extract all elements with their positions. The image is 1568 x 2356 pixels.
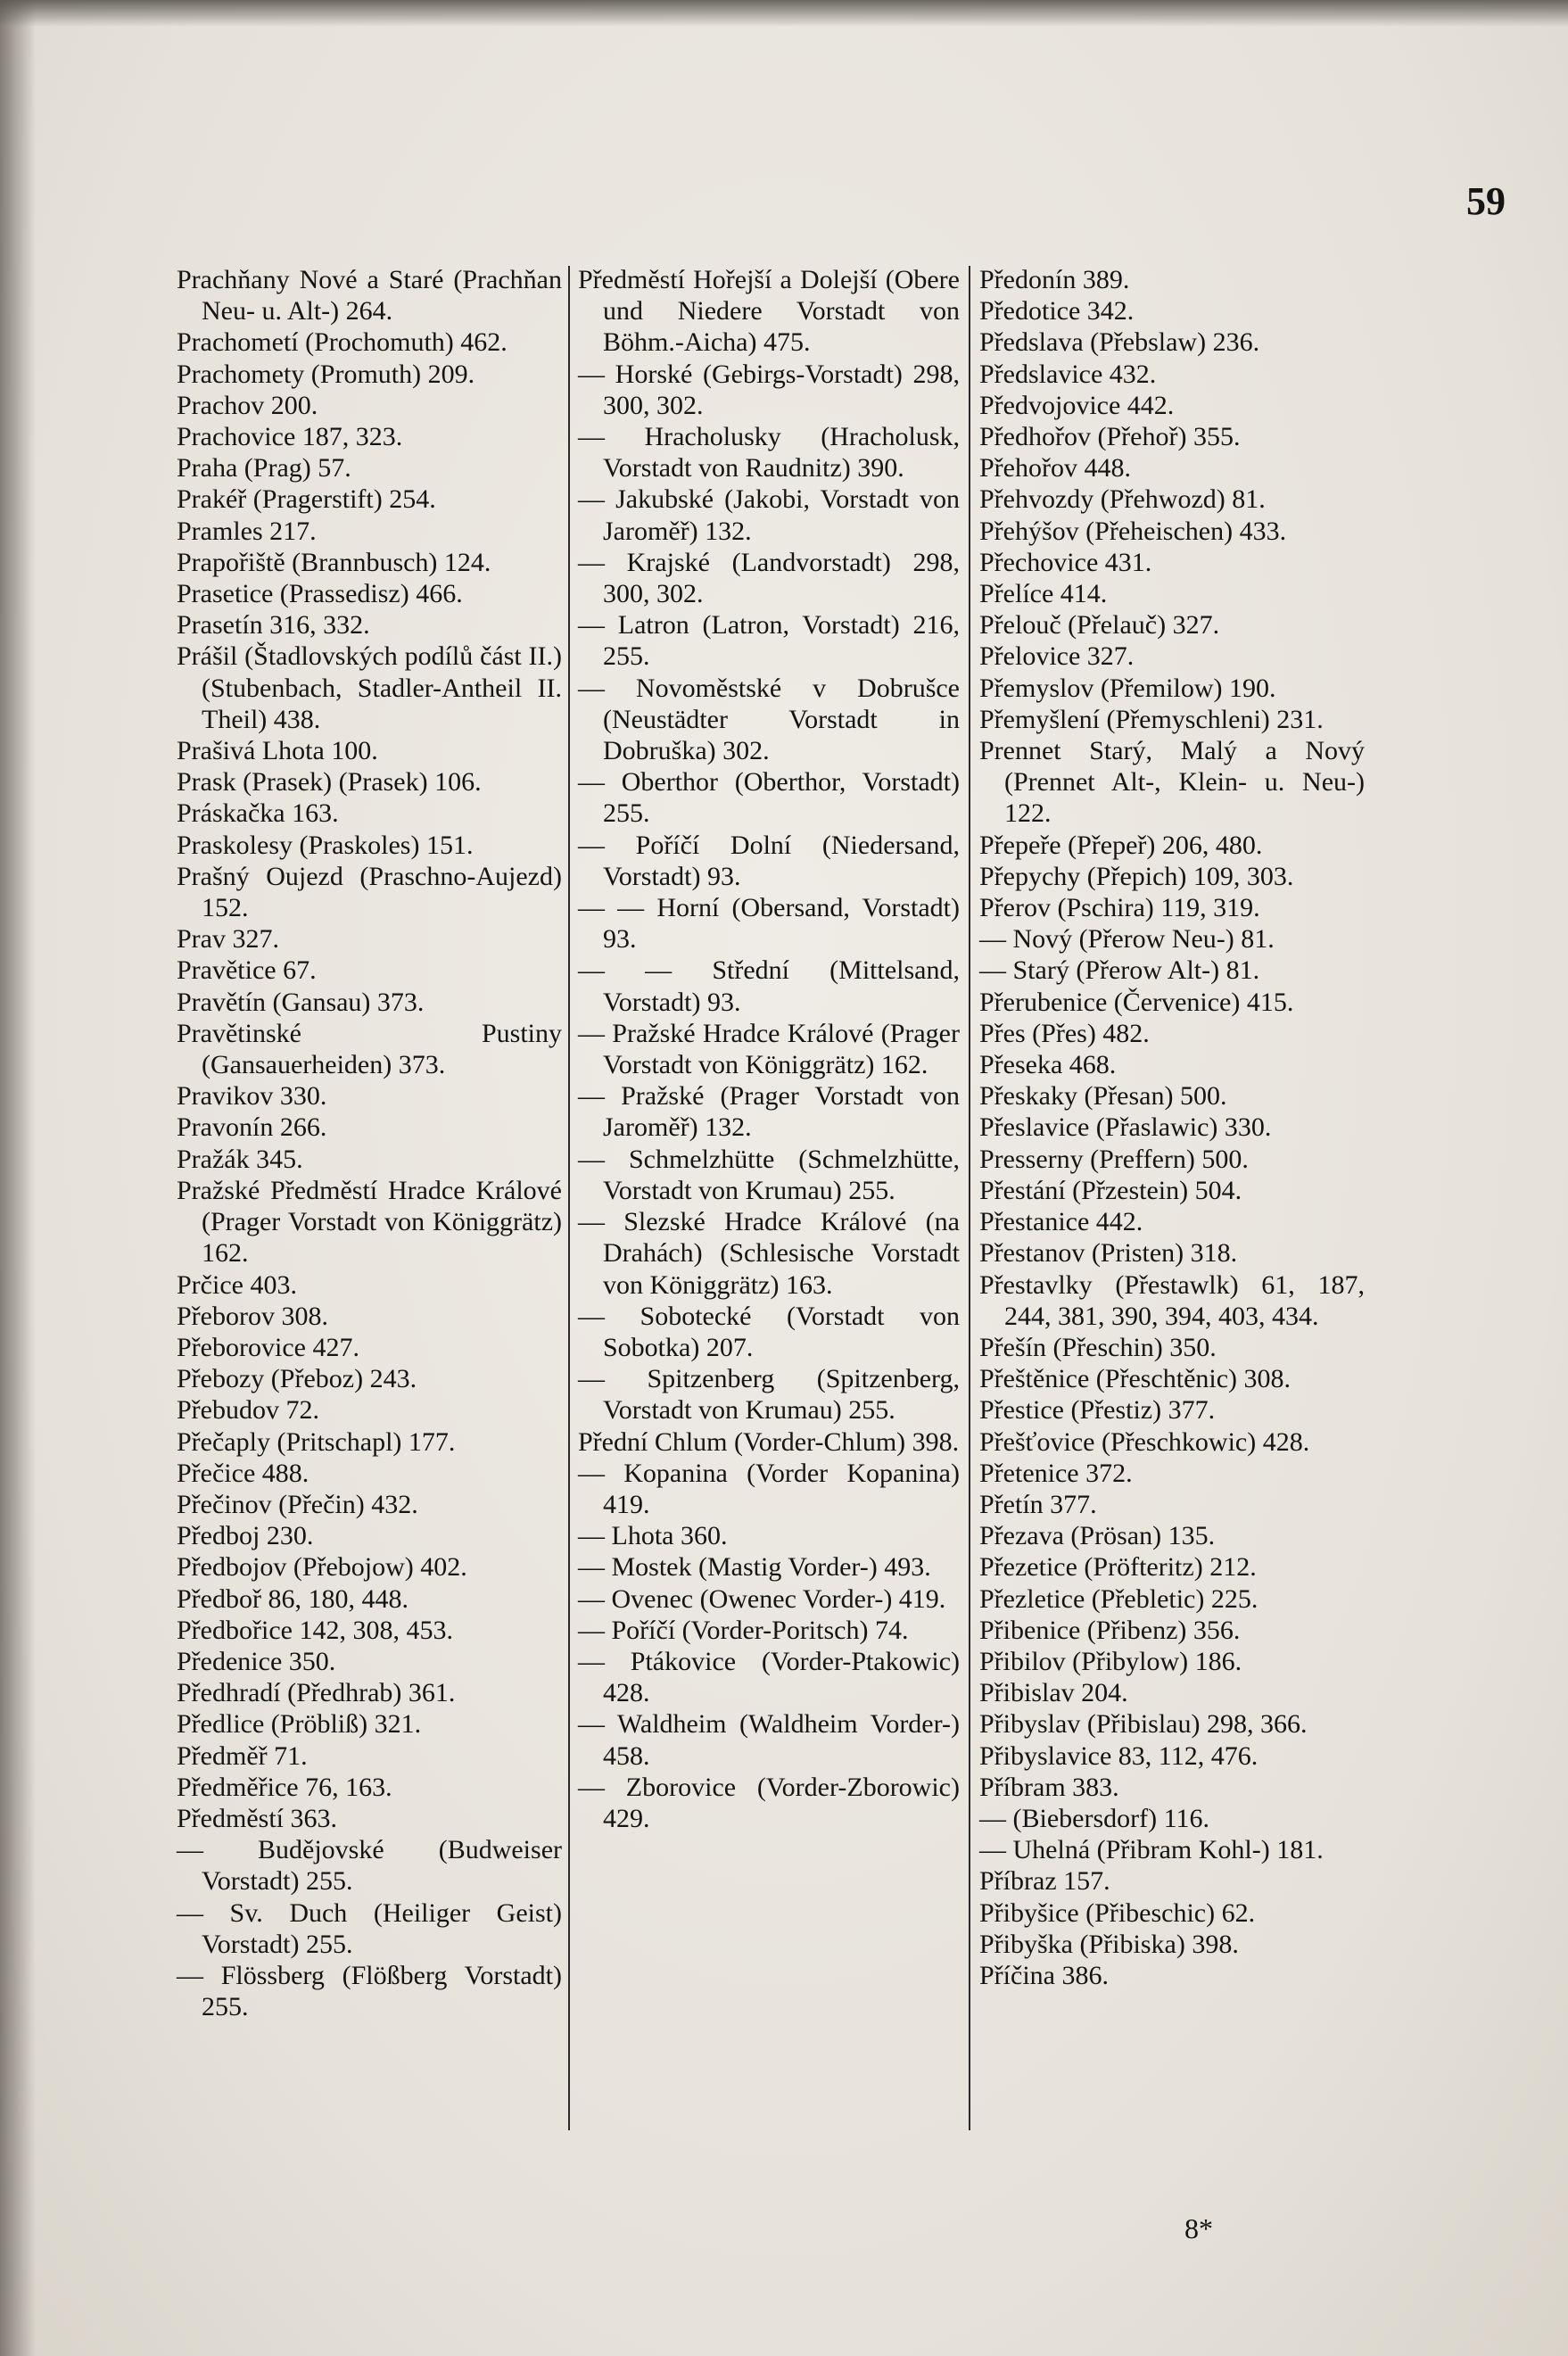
index-entry: Přelouč (Přelauč) 327. bbox=[979, 610, 1220, 641]
index-entry: Pravikov 330. bbox=[177, 1081, 327, 1112]
index-entry: Přeborovice 427. bbox=[177, 1332, 359, 1362]
index-entry: — Mostek (Mastig Vorder-) 493. bbox=[578, 1552, 931, 1583]
index-entry: Přepychy (Přepich) 109, 303. bbox=[979, 861, 1294, 891]
index-entry: Prašivá Lhota 100. bbox=[177, 736, 378, 766]
index-entry: Přestanov (Pristen) 318. bbox=[979, 1238, 1238, 1269]
index-entry: Pramles 217. bbox=[177, 516, 317, 546]
index-entry: Přibilov (Přibylow) 186. bbox=[979, 1646, 1242, 1676]
index-entry: — Oberthor (Oberthor, Vorstadt) 255. bbox=[578, 767, 960, 829]
index-entry: Prachometí (Prochomuth) 462. bbox=[177, 327, 508, 358]
index-entry: — Sv. Duch (Heiliger Geist) Vorstadt) 255. bbox=[177, 1897, 562, 1959]
index-entry: Přestanice 442. bbox=[979, 1207, 1143, 1237]
index-entry: — Latron (Latron, Vorstadt) 216, 255. bbox=[578, 610, 960, 672]
index-entry: Přezletice (Přebletic) 225. bbox=[979, 1583, 1259, 1614]
index-entry: Prachovice 187, 323. bbox=[177, 422, 403, 452]
index-entry: Prachov 200. bbox=[177, 390, 318, 420]
index-entry: Prasetice (Prassedisz) 466. bbox=[177, 579, 463, 609]
index-entry: — Uhelná (Přibram Kohl-) 181. bbox=[979, 1835, 1324, 1865]
index-entry: — Pražské (Prager Vorstadt von Jaroměř) 132. bbox=[578, 1081, 960, 1143]
index-entry: Přehořov 448. bbox=[979, 453, 1131, 484]
index-entry: Přezetice (Pröfteritz) 212. bbox=[979, 1552, 1257, 1583]
index-entry: Předhradí (Předhrab) 361. bbox=[177, 1678, 456, 1708]
index-entry: Přibislav 204. bbox=[979, 1678, 1128, 1708]
index-entry: — — Horní (Obersand, Vorstadt) 93. bbox=[578, 893, 960, 955]
index-entry: Předhořov (Přehoř) 355. bbox=[979, 422, 1241, 452]
index-entry: Přelíce 414. bbox=[979, 579, 1108, 609]
index-entry: Prčice 403. bbox=[177, 1269, 297, 1300]
index-entry: Přeborov 308. bbox=[177, 1301, 328, 1331]
index-entry: Přelovice 327. bbox=[979, 641, 1135, 672]
index-entry: Presserny (Preffern) 500. bbox=[979, 1144, 1249, 1174]
index-entry: — Kopanina (Vorder Kopanina) 419. bbox=[578, 1458, 960, 1519]
index-entry: — Horské (Gebirgs-Vorstadt) 298, 300, 302. bbox=[578, 359, 960, 420]
index-entry: Přestání (Přzestein) 504. bbox=[979, 1175, 1242, 1205]
index-entry: Předboř 86, 180, 448. bbox=[177, 1583, 409, 1614]
index-entry: Příbram 383. bbox=[979, 1772, 1119, 1802]
index-entry: Prachňany Nové a Staré (Prachňan Neu- u. Alt-) 264. bbox=[177, 265, 562, 327]
index-entry: Prašný Oujezd (Praschno-Aujezd) 152. bbox=[177, 861, 562, 923]
index-entry: Předbořice 142, 308, 453. bbox=[177, 1615, 453, 1645]
index-entry: Předvojovice 442. bbox=[979, 390, 1175, 420]
index-entry: Pražák 345. bbox=[177, 1144, 303, 1174]
index-entry: Předměstí Hořejší a Dolejší (Obere und Niedere Vorstadt von Böhm.-Aicha) 475. bbox=[578, 265, 960, 358]
index-entry: Přešín (Přeschin) 350. bbox=[979, 1332, 1217, 1362]
index-entry: — Slezské Hradce Králové (na Drahách) (Schlesische Vorstadt von Königgrätz) 163. bbox=[578, 1207, 960, 1300]
index-entry: Pravětín (Gansau) 373. bbox=[177, 987, 425, 1017]
column-divider bbox=[969, 266, 970, 2130]
page-edge-shadow-left bbox=[0, 0, 36, 2356]
index-entry: Pražské Předměstí Hradce Králové (Prager Vorstadt von Königgrätz) 162. bbox=[177, 1175, 562, 1269]
index-entry: Přetín 377. bbox=[979, 1489, 1097, 1519]
index-entry: Přeskaky (Přesan) 500. bbox=[979, 1081, 1227, 1112]
index-entry: — Nový (Přerow Neu-) 81. bbox=[979, 924, 1275, 955]
index-entry: Přemyslov (Přemilow) 190. bbox=[979, 673, 1276, 703]
index-entry: Prášil (Štadlovských podílů část II.) (Stubenbach, Stadler-Antheil II. Theil) 438. bbox=[177, 641, 562, 734]
index-entry: Přestavlky (Přestawlk) 61, 187, 244, 381, 390, 394, 403, 434. bbox=[979, 1269, 1365, 1331]
index-entry: — Lhota 360. bbox=[578, 1521, 728, 1551]
index-entry: Přeštěnice (Přeschtěnic) 308. bbox=[979, 1364, 1292, 1394]
index-entry: Předměstí 363. bbox=[177, 1803, 337, 1833]
index-entry: — Novoměstské v Dobrušce (Neustädter Vorstadt in Dobruška) 302. bbox=[578, 673, 960, 766]
index-entry: Přečice 488. bbox=[177, 1458, 309, 1488]
index-entry: Prakéř (Pragerstift) 254. bbox=[177, 484, 436, 515]
index-entry: Přešťovice (Přeschkowic) 428. bbox=[979, 1426, 1310, 1457]
index-entry: Přetenice 372. bbox=[979, 1458, 1133, 1488]
index-entry: Předlice (Pröbliß) 321. bbox=[177, 1709, 422, 1740]
index-entry: Přibyšice (Přibeschic) 62. bbox=[979, 1897, 1256, 1928]
index-entry: Prapořiště (Brannbusch) 124. bbox=[177, 547, 491, 577]
index-entry: Přemyšlení (Přemyschleni) 231. bbox=[979, 704, 1324, 734]
index-entry: Pravětice 67. bbox=[177, 955, 317, 986]
index-entry: Přechovice 431. bbox=[979, 547, 1152, 577]
index-entry: Předboj 230. bbox=[177, 1521, 314, 1551]
index-entry: — Starý (Přerow Alt-) 81. bbox=[979, 955, 1260, 986]
index-entry: — Pražské Hradce Králové (Prager Vorstadt von Königgrätz) 162. bbox=[578, 1018, 960, 1080]
index-entry: — Sobotecké (Vorstadt von Sobotka) 207. bbox=[578, 1301, 960, 1362]
index-entry: Předonín 389. bbox=[979, 265, 1130, 294]
index-entry: Pravětinské Pustiny (Gansauerheiden) 373. bbox=[177, 1018, 562, 1080]
index-entry: Předměř 71. bbox=[177, 1740, 308, 1771]
index-entry: — Hracholusky (Hracholusk, Vorstadt von Raudnitz) 390. bbox=[578, 422, 960, 484]
index-entry: Přebozy (Přeboz) 243. bbox=[177, 1364, 417, 1394]
index-column-2 bbox=[578, 264, 960, 1834]
index-entry: — Ptákovice (Vorder-Ptakowic) 428. bbox=[578, 1646, 960, 1708]
column-divider bbox=[568, 266, 570, 2130]
index-entry: Přední Chlum (Vorder-Chlum) 398. bbox=[578, 1426, 960, 1457]
index-entry: Přehvozdy (Přehwozd) 81. bbox=[979, 484, 1266, 515]
index-entry: Přibenice (Přibenz) 356. bbox=[979, 1615, 1241, 1645]
index-entry: Přeseka 468. bbox=[979, 1050, 1117, 1080]
index-entry: Příbraz 157. bbox=[979, 1866, 1110, 1897]
index-entry: — Schmelzhütte (Schmelzhütte, Vorstadt von Krumau) 255. bbox=[578, 1144, 960, 1205]
index-entry: — (Biebersdorf) 116. bbox=[979, 1803, 1209, 1833]
index-entry: — Ovenec (Owenec Vorder-) 419. bbox=[578, 1583, 946, 1614]
index-entry: — Budějovské (Budweiser Vorstadt) 255. bbox=[177, 1835, 562, 1897]
index-entry: Praha (Prag) 57. bbox=[177, 453, 351, 484]
index-entry: Příčina 386. bbox=[979, 1960, 1109, 1990]
index-entry: Přečinov (Přečin) 432. bbox=[177, 1489, 418, 1519]
index-entry: Přibyslav (Přibislau) 298, 366. bbox=[979, 1709, 1308, 1740]
index-entry: Práskačka 163. bbox=[177, 798, 339, 829]
index-entry: Přestice (Přestiz) 377. bbox=[979, 1395, 1216, 1426]
page-number: 59 bbox=[1466, 179, 1506, 223]
index-entry: Předotice 342. bbox=[979, 296, 1135, 327]
index-entry: Prask (Prasek) (Prasek) 106. bbox=[177, 767, 482, 798]
index-entry: Předbojov (Přebojow) 402. bbox=[177, 1552, 467, 1583]
index-entry: Přebudov 72. bbox=[177, 1395, 319, 1426]
index-entry: — Poříčí (Vorder-Poritsch) 74. bbox=[578, 1615, 909, 1645]
index-entry: Prasetín 316, 332. bbox=[177, 610, 370, 641]
index-entry: — Poříčí Dolní (Niedersand, Vorstadt) 93. bbox=[578, 830, 960, 891]
index-entry: Přerov (Pschira) 119, 319. bbox=[979, 893, 1260, 923]
index-entry: Přerubenice (Červenice) 415. bbox=[979, 987, 1294, 1017]
index-entry: Prennet Starý, Malý a Nový (Prennet Alt-, Klein- u. Neu-) 122. bbox=[979, 736, 1365, 829]
index-entry: — Jakubské (Jakobi, Vorstadt von Jaroměř) 132. bbox=[578, 484, 960, 546]
index-entry: Předenice 350. bbox=[177, 1646, 336, 1676]
index-entry: Pravonín 266. bbox=[177, 1112, 327, 1143]
printer-signature-mark: 8* bbox=[1184, 2212, 1213, 2244]
index-entry: Přibyška (Přibiska) 398. bbox=[979, 1929, 1239, 1959]
index-entry: — Krajské (Landvorstadt) 298, 300, 302. bbox=[578, 547, 960, 609]
index-entry: Přeslavice (Přaslawic) 330. bbox=[979, 1112, 1272, 1143]
index-entry: Praskolesy (Praskoles) 151. bbox=[177, 830, 474, 860]
index-entry: Přepeře (Přepeř) 206, 480. bbox=[979, 830, 1263, 860]
index-entry: Přes (Přes) 482. bbox=[979, 1018, 1150, 1048]
index-entry: Předměřice 76, 163. bbox=[177, 1772, 392, 1802]
index-entry: Přehýšov (Přeheischen) 433. bbox=[979, 516, 1287, 546]
index-entry: — Zborovice (Vorder-Zborowic) 429. bbox=[578, 1772, 960, 1833]
index-entry: Předslava (Přebslaw) 236. bbox=[979, 327, 1260, 358]
index-entry: — — Střední (Mittelsand, Vorstadt) 93. bbox=[578, 955, 960, 1017]
index-entry: Prachomety (Promuth) 209. bbox=[177, 359, 475, 389]
index-entry: — Flössberg (Flößberg Vorstadt) 255. bbox=[177, 1960, 562, 2022]
index-column-1 bbox=[177, 264, 562, 2022]
page-edge-shadow-top bbox=[0, 0, 1568, 27]
index-column-3 bbox=[979, 264, 1365, 1991]
index-entry: Přezava (Prösan) 135. bbox=[979, 1521, 1216, 1551]
index-entry: Prav 327. bbox=[177, 924, 279, 955]
index-entry: — Waldheim (Waldheim Vorder-) 458. bbox=[578, 1709, 960, 1771]
index-entry: — Spitzenberg (Spitzenberg, Vorstadt von Krumau) 255. bbox=[578, 1364, 960, 1426]
index-entry: Přibyslavice 83, 112, 476. bbox=[979, 1740, 1259, 1771]
index-entry: Přečaply (Pritschapl) 177. bbox=[177, 1426, 456, 1457]
index-entry: Předslavice 432. bbox=[979, 359, 1157, 389]
